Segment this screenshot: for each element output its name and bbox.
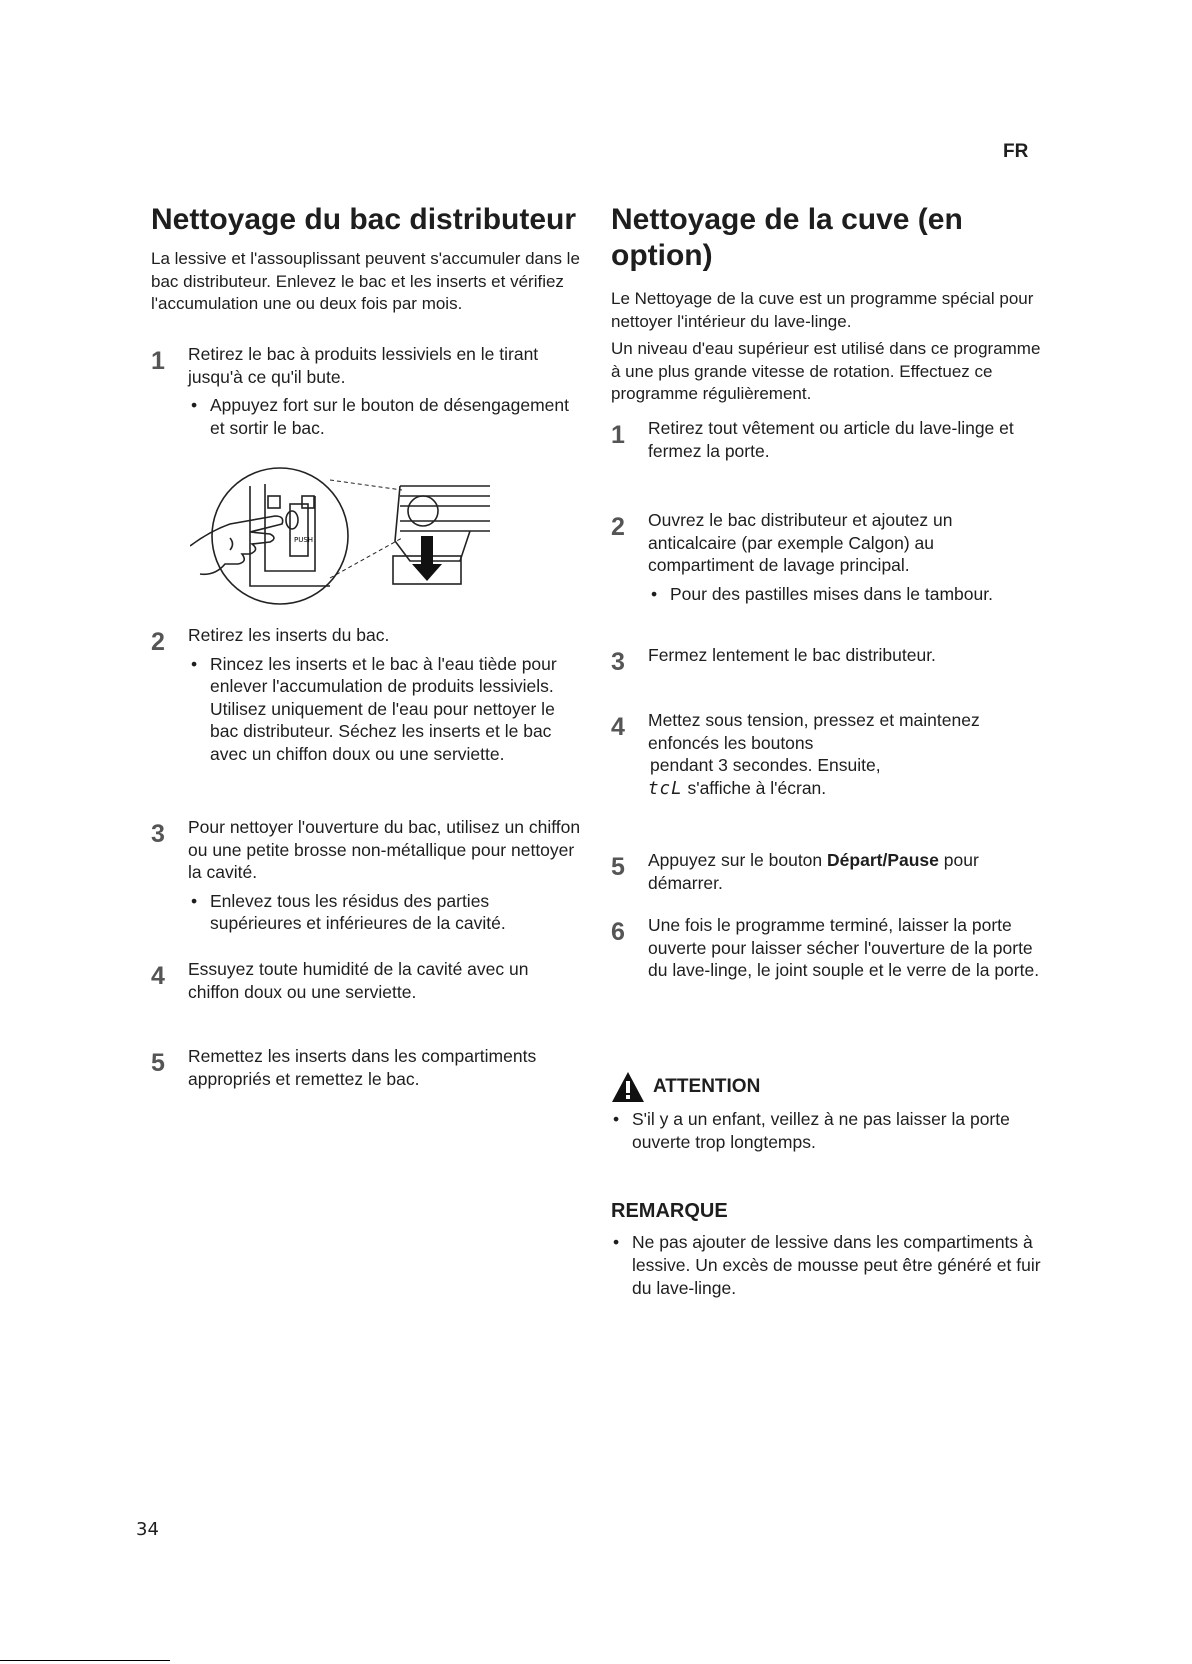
step-bullet: • Rincez les inserts et le bac à l'eau tiède pour enlever l'accumulation de produits lessiviels. Utilisez uniquement de l'eau pour nettoyer le bac distributeur. Séchez les inserts et le bac avec un chiffon doux ou une serviette.	[188, 653, 581, 766]
tub-step-2	[611, 509, 1041, 605]
step-text: Appuyez sur le bouton Départ/Pause pour démarrer.	[648, 850, 979, 893]
step-text: Remettez les inserts dans les compartiments appropriés et remettez le bac.	[188, 1046, 537, 1089]
dispenser-step-4	[151, 958, 581, 1003]
dispenser-step-5	[151, 1045, 581, 1090]
zoom-circle	[212, 468, 348, 604]
warning-triangle-icon	[611, 1070, 645, 1104]
dispenser-step-3	[151, 816, 581, 935]
attention-box	[611, 1070, 1041, 1154]
step-number: 2	[611, 513, 625, 541]
remarque-box	[611, 1200, 1041, 1300]
down-arrow-icon	[412, 536, 442, 581]
step-number: 4	[151, 962, 165, 990]
start-pause-label: Départ/Pause	[827, 850, 939, 870]
dispenser-intro: La lessive et l'assouplissant peuvent s'accumuler dans le bac distributeur. Enlevez le bac et les inserts et vérifiez l'accumulation une ou deux fois par mois.	[151, 249, 580, 313]
step-text: Une fois le programme terminé, laisser la porte ouverte pour laisser sécher l'ouverture de la porte du lave-linge, le joint souple et le verre de la porte.	[648, 915, 1040, 980]
step-number: 3	[611, 648, 625, 676]
right-column	[611, 202, 1041, 406]
step-bullet: • Enlevez tous les résidus des parties supérieures et inférieures de la cavité.	[188, 890, 581, 935]
step-number: 4	[611, 713, 625, 741]
step-text: Essuyez toute humidité de la cavité avec un chiffon doux ou une serviette.	[188, 959, 529, 1002]
tub-step-5	[611, 849, 1041, 894]
step-bullet: • Pour des pastilles mises dans le tambour.	[648, 583, 1041, 606]
step-number: 1	[611, 421, 625, 449]
step-number: 6	[611, 918, 625, 946]
tub-step-3	[611, 644, 1041, 676]
step-text: Pour nettoyer l'ouverture du bac, utilisez un chiffon ou une petite brosse non-métallique pour nettoyer la cavité.	[188, 817, 581, 882]
step-text: Mettez sous tension, pressez et maintenez enfoncés les boutons pendant 3 secondes. Ensuite, tcL s'affiche à l'écran.	[648, 710, 980, 799]
attention-text: • S'il y a un enfant, veillez à ne pas laisser la porte ouverte trop longtemps.	[611, 1108, 1041, 1154]
left-column	[151, 202, 581, 316]
step-bullet: • Appuyez fort sur le bouton de désengagement et sortir le bac.	[188, 394, 581, 439]
tub-intro-2: Un niveau d'eau supérieur est utilisé dans ce programme à une plus grande vitesse de rotation. Effectuez ce programme régulièrement.	[611, 339, 1041, 403]
remarque-text: • Ne pas ajouter de lessive dans les compartiments à lessive. Un excès de mousse peut être généré et fuir du lave-linge.	[611, 1231, 1041, 1300]
section-title-dispenser: Nettoyage du bac distributeur	[151, 203, 577, 236]
step-text: Retirez le bac à produits lessiviels en le tirant jusqu'à ce qu'il bute.	[188, 344, 539, 387]
page-number: 34	[136, 1519, 159, 1540]
push-label: PUSH	[294, 536, 314, 544]
dispenser-step-1	[151, 343, 581, 439]
step-text: Retirez les inserts du bac.	[188, 625, 390, 645]
step-text: Fermez lentement le bac distributeur.	[648, 645, 936, 665]
section-title-tub-clean: Nettoyage de la cuve (en option)	[611, 203, 963, 272]
footer-rule	[0, 1660, 170, 1661]
step-number: 3	[151, 820, 165, 848]
attention-title: ATTENTION	[653, 1076, 761, 1097]
dispenser-push-illustration	[190, 466, 500, 614]
tub-step-1	[611, 417, 1041, 462]
remarque-title: REMARQUE	[611, 1200, 728, 1222]
step-number: 1	[151, 347, 165, 375]
step-text: Ouvrez le bac distributeur et ajoutez un anticalcaire (par exemple Calgon) au compartiment de lavage principal.	[648, 510, 953, 575]
step-text: Retirez tout vêtement ou article du lave-linge et fermez la porte.	[648, 418, 1014, 461]
tub-step-6	[611, 914, 1041, 982]
language-label: FR	[1003, 141, 1029, 162]
display-code: tcL	[648, 778, 683, 799]
step-number: 5	[151, 1049, 165, 1077]
step-number: 5	[611, 853, 625, 881]
step-number: 2	[151, 628, 165, 656]
tub-intro-1: Le Nettoyage de la cuve est un programme spécial pour nettoyer l'intérieur du lave-linge.	[611, 289, 1034, 331]
tub-step-4	[611, 709, 1041, 800]
dispenser-step-2	[151, 624, 581, 765]
